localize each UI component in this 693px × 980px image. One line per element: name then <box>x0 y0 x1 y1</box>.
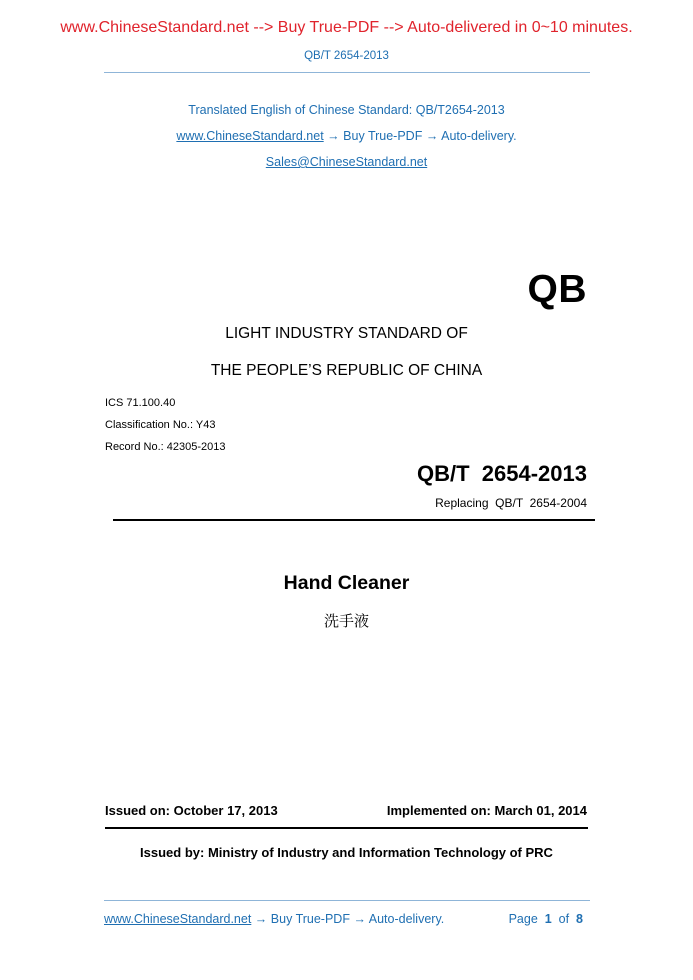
footer-auto-text: Auto-delivery. <box>368 912 445 926</box>
footer-site-link[interactable]: www.ChineseStandard.net <box>104 912 252 926</box>
record-number: Record No.: 42305-2013 <box>105 441 226 453</box>
issued-date: Issued on: October 17, 2013 <box>105 803 278 818</box>
page-of: of <box>558 912 570 926</box>
auto-delivery-text: Auto-delivery. <box>441 129 517 143</box>
document-title: Hand Cleaner <box>283 572 410 594</box>
replacing-note: Replacing QB/T 2654-2004 <box>435 496 587 510</box>
email-line <box>0 155 693 169</box>
footer-divider <box>104 900 590 901</box>
buy-pdf-text: Buy True-PDF <box>343 129 423 143</box>
issuing-authority: Issued by: Ministry of Industry and Information Technology of PRC <box>140 845 553 860</box>
arrow-right-icon: → <box>327 129 340 143</box>
translation-note: Translated English of Chinese Standard: QB/T2654-2013 <box>188 103 505 117</box>
standard-number: QB/T 2654-2013 <box>417 461 587 486</box>
page-label: Page <box>508 912 538 926</box>
promo-banner[interactable]: www.ChineseStandard.net --> Buy True-PDF --> Auto-delivered in 0~10 minutes. <box>60 19 633 36</box>
title-divider <box>113 519 595 521</box>
intro-link-line <box>0 129 693 143</box>
header-standard-code: QB/T 2654-2013 <box>304 50 389 62</box>
ics-code: ICS 71.100.40 <box>105 397 176 409</box>
footer-link-line <box>104 912 444 926</box>
footer-buy-text: Buy True-PDF <box>270 912 350 926</box>
classification-number: Classification No.: Y43 <box>105 419 216 431</box>
dates-divider <box>105 827 588 829</box>
arrow-right-icon: → <box>425 129 439 143</box>
page-current: 1 <box>544 912 552 926</box>
standard-heading-line2: THE PEOPLE’S REPUBLIC OF CHINA <box>210 362 483 379</box>
page-total: 8 <box>576 912 583 926</box>
document-title-chinese: 洗手液 <box>323 613 369 630</box>
page-indicator <box>509 912 583 926</box>
arrow-right-icon: → <box>353 912 366 926</box>
sales-email-link[interactable]: Sales@ChineseStandard.net <box>265 155 428 169</box>
site-link[interactable]: www.ChineseStandard.net <box>176 129 324 143</box>
arrow-right-icon: → <box>254 912 268 926</box>
implemented-date: Implemented on: March 01, 2014 <box>386 803 587 818</box>
qb-logo: QB <box>527 268 587 311</box>
header-divider <box>104 72 590 73</box>
standard-heading-line1: LIGHT INDUSTRY STANDARD OF <box>225 325 468 342</box>
